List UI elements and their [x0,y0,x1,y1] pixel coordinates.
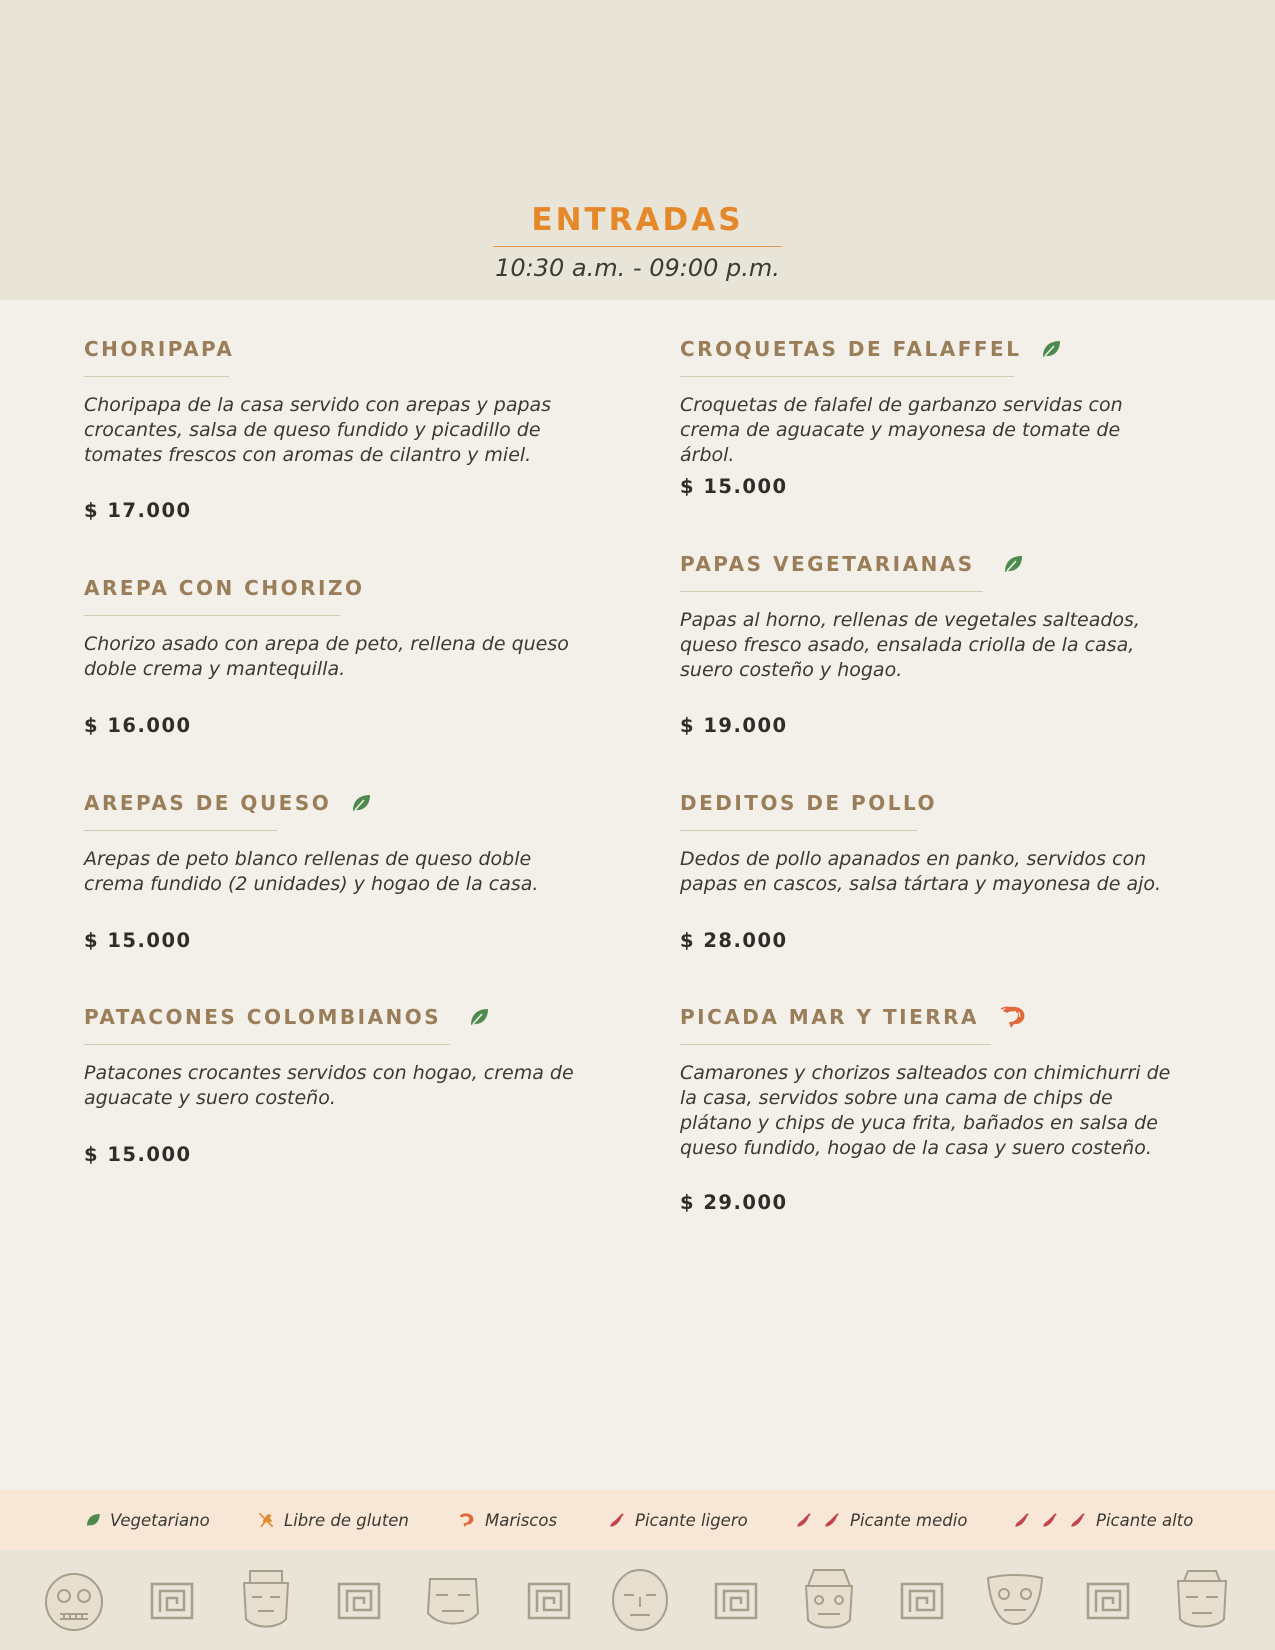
mask-icon [610,1567,670,1633]
leaf-icon [467,1005,491,1029]
leaf-icon [1039,337,1063,361]
legend-mild-spicy [607,1490,748,1550]
mask-icon [800,1566,858,1634]
chili-icon [607,1510,627,1530]
legend-label: Picante alto [1096,1510,1194,1530]
menu-item [84,336,584,522]
title-underline [493,246,782,247]
menu-item [680,551,1180,737]
legend-medium-spicy [794,1490,967,1550]
legend-gluten-free [256,1490,409,1550]
shrimp-icon [455,1511,477,1529]
item-name: PICADA MAR Y TIERRA [680,1005,980,1029]
meander-icon [337,1582,381,1620]
legend-hot-spicy [1012,1490,1193,1550]
item-divider [680,1044,991,1045]
item-divider [680,591,983,592]
mask-icon [422,1569,484,1631]
mask-icon [238,1567,294,1633]
legend-vegetarian [84,1490,210,1550]
menu-item [680,790,1180,952]
legend-label: Mariscos [485,1510,558,1530]
menu-item [680,1004,1180,1214]
chili-icon [1012,1510,1032,1530]
chili-icon [822,1510,842,1530]
item-description: Croquetas de falafel de garbanzo servidas con crema de aguacate y mayonesa de tomate de árbol. [680,394,1123,466]
item-name: CROQUETAS DE FALAFFEL [680,337,1022,361]
item-name: AREPAS DE QUESO [84,791,332,815]
chili-icon [1068,1510,1088,1530]
menu-item [84,1004,584,1166]
shrimp-icon [997,1003,1029,1031]
meander-icon [527,1582,571,1620]
item-price: $ 28.000 [680,929,788,952]
legend-seafood [455,1490,557,1550]
item-price: $ 15.000 [680,475,788,498]
item-price: $ 15.000 [84,1143,192,1166]
mask-icon [42,1570,106,1634]
wheat-crossed-icon [256,1510,276,1530]
meander-icon [714,1582,758,1620]
item-price: $ 15.000 [84,929,192,952]
item-divider [84,1044,450,1045]
meander-icon [1086,1582,1130,1620]
menu-item [84,575,584,737]
mask-icon [1172,1567,1232,1633]
legend-label: Picante ligero [635,1510,748,1530]
item-description: Dedos de pollo apanados en panko, servidos con papas en cascos, salsa tártara y mayonesa de ajo. [680,848,1162,895]
meander-icon [150,1582,194,1620]
item-description: Papas al horno, rellenas de vegetales salteados, queso fresco asado, ensalada criolla de la casa, suero costeño y hogao. [680,609,1140,681]
legend-label: Vegetariano [110,1510,210,1530]
item-divider [84,830,277,831]
menu-item [84,790,584,952]
section-hours: 10:30 a.m. - 09:00 p.m. [495,254,780,282]
item-divider [84,376,229,377]
item-description: Arepas de peto blanco rellenas de queso doble crema fundido (2 unidades) y hogao de la casa. [84,848,539,895]
mask-icon [984,1572,1046,1628]
menu-item [680,336,1180,498]
item-divider [84,615,340,616]
item-name: PATACONES COLOMBIANOS [84,1005,442,1029]
legend-label: Libre de gluten [284,1510,409,1530]
item-name: AREPA CON CHORIZO [84,576,365,600]
item-name: CHORIPAPA [84,337,235,361]
section-title: ENTRADAS [531,202,744,238]
legend-label: Picante medio [850,1510,968,1530]
item-description: Choripapa de la casa servido con arepas y papas crocantes, salsa de queso fundido y picadillo de tomates frescos con aromas de cilantro y miel. [84,394,552,466]
leaf-icon [349,791,373,815]
item-description: Camarones y chorizos salteados con chimichurri de la casa, servidos sobre una cama de chips de plátano y chips de yuca frita, bañados en salsa de queso fundido, hogao de la casa y suero costeño. [680,1062,1171,1159]
item-description: Chorizo asado con arepa de peto, rellena de queso doble crema y mantequilla. [84,633,569,680]
item-price: $ 16.000 [84,714,192,737]
item-price: $ 19.000 [680,714,788,737]
item-divider [680,376,1014,377]
leaf-icon [84,1511,102,1529]
item-divider [680,830,917,831]
meander-icon [900,1582,944,1620]
chili-icon [1040,1510,1060,1530]
item-name: PAPAS VEGETARIANAS [680,552,975,576]
chili-icon [794,1510,814,1530]
item-price: $ 29.000 [680,1191,788,1214]
item-name: DEDITOS DE POLLO [680,791,937,815]
item-description: Patacones crocantes servidos con hogao, crema de aguacate y suero costeño. [84,1062,574,1109]
leaf-icon [1001,552,1025,576]
item-price: $ 17.000 [84,499,192,522]
